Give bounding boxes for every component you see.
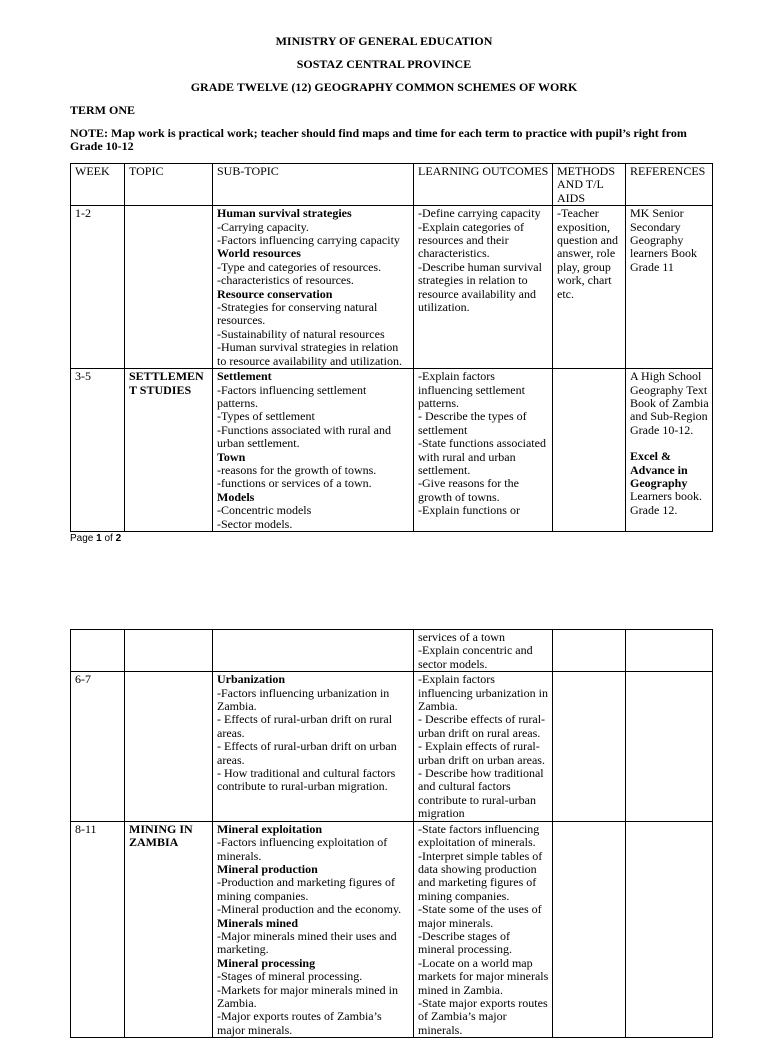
text-line: -Explain categories of resources and their characteristics. — [418, 219, 524, 261]
text-line: -Factors influencing urbanization in Zambia. — [217, 685, 390, 714]
subheading: Town — [217, 449, 246, 464]
methods-cell — [553, 630, 626, 672]
text-line: -Explain factors influencing urbanization in Zambia. — [418, 672, 548, 714]
text-line: -Factors influencing settlement patterns. — [217, 382, 367, 410]
text-line: - Describe how traditional and cultural factors contribute to rural-urban migration — [418, 766, 544, 821]
page-word: Page — [70, 533, 94, 544]
text-line: -functions or services of a town. — [217, 476, 372, 491]
subheading: Mineral processing — [217, 955, 316, 970]
total-page-number: 2 — [115, 533, 122, 544]
text-line: - Effects of rural-urban drift on urban areas. — [217, 739, 397, 767]
text-line: services of a town — [418, 630, 505, 644]
subtopic-cell — [213, 672, 414, 821]
text-line: -Sector models. — [217, 516, 293, 531]
subtopic-cell — [213, 630, 414, 672]
subheading: Human survival strategies — [217, 206, 352, 221]
subheading: Excel & Advance in Geography — [630, 449, 688, 490]
topic-cell — [125, 206, 213, 369]
note-line-1: NOTE: Map work is practical work; teacher should find maps and time for each term to practice with pupil’s right from — [70, 126, 687, 140]
subheading: Urbanization — [217, 672, 286, 687]
text-line: -State factors influencing exploitation of minerals. — [418, 821, 540, 850]
column-header-subtopic: SUB-TOPIC — [213, 164, 414, 206]
text-line: - Effects of rural-urban drift on rural areas. — [217, 712, 393, 740]
text-line: -Describe human survival strategies in relation to resource availability and utilization. — [418, 259, 542, 315]
table-row — [71, 672, 713, 821]
methods-cell — [553, 672, 626, 821]
text-line: -Interpret simple tables of data showing production and marketing figures of mining companies. — [418, 848, 543, 903]
text-line: - Describe the types of settlement — [418, 409, 527, 437]
text-line: -Stages of mineral processing. — [217, 969, 363, 984]
references-cell — [626, 369, 713, 532]
column-header-week: WEEK — [71, 164, 125, 206]
of-word: of — [104, 533, 113, 544]
column-header-topic: TOPIC — [125, 164, 213, 206]
text-line: -Major exports routes of Zambia’s major minerals. — [217, 1009, 382, 1037]
document-title: GRADE TWELVE (12) GEOGRAPHY COMMON SCHEMES OF WORK — [190, 80, 578, 94]
subheading: Models — [217, 489, 255, 504]
table-row — [71, 206, 713, 369]
week-cell: 6-7 — [71, 672, 125, 821]
references-cell — [626, 821, 713, 1038]
table-row — [71, 630, 713, 672]
week-cell: 3-5 — [71, 369, 125, 532]
table-row — [71, 821, 713, 1038]
text-line: -Factors influencing carrying capacity — [217, 233, 400, 248]
text-line: -reasons for the growth of towns. — [217, 462, 377, 477]
text-line: -Factors influencing exploitation of minerals. — [217, 835, 388, 863]
subheading: Mineral production — [217, 861, 318, 876]
page-number-footer — [70, 532, 121, 545]
text-line: -Explain concentric and sector models. — [418, 643, 533, 671]
methods-cell — [553, 206, 626, 369]
scheme-of-work-table-page-1 — [70, 163, 713, 532]
text-line: -Types of settlement — [217, 409, 315, 424]
text-line: -Locate on a world map markets for major minerals mined in Zambia. — [418, 955, 549, 997]
learning-outcomes-cell — [414, 206, 553, 369]
methods-cell — [553, 369, 626, 532]
text-line: - Describe effects of rural-urban drift on rural areas. — [418, 712, 546, 740]
topic-cell — [125, 630, 213, 672]
text-line: -Give reasons for the growth of towns. — [418, 476, 519, 504]
column-header-references: REFERENCES — [626, 164, 713, 206]
text-line: MK Senior Secondary Geography learners Book Grade 11 — [630, 206, 697, 274]
topic-cell — [125, 672, 213, 821]
term-heading: TERM ONE — [70, 103, 136, 117]
subheading: Mineral exploitation — [217, 821, 322, 836]
text-line: -Mineral production and the economy. — [217, 902, 402, 917]
text-line: -Human survival strategies in relation to resource availability and utilization. — [217, 340, 402, 368]
column-header-learning-outcomes: LEARNING OUTCOMES — [414, 164, 553, 206]
text-line: -Sustainability of natural resources — [217, 326, 385, 341]
text-line: Learners book. Grade 12. — [630, 489, 702, 517]
text-line: - How traditional and cultural factors contribute to rural-urban migration. — [217, 766, 396, 794]
text-line: -State some of the uses of major minerals. — [418, 902, 542, 930]
text-line: -Explain functions or — [418, 503, 520, 518]
week-cell: 1-2 — [71, 206, 125, 369]
scheme-of-work-table-page-2 — [70, 629, 713, 1038]
text-line: -Production and marketing figures of mining companies. — [217, 875, 395, 903]
topic-cell: SETTLEMEN T STUDIES — [125, 369, 213, 532]
learning-outcomes-cell — [414, 369, 553, 532]
ministry-title: MINISTRY OF GENERAL EDUCATION — [275, 34, 493, 48]
column-header-methods: METHODS AND T/L AIDS — [553, 164, 626, 206]
text-line: -State major exports routes of Zambia’s major minerals. — [418, 995, 548, 1037]
text-line: -Strategies for conserving natural resources. — [217, 300, 378, 328]
learning-outcomes-cell — [414, 821, 553, 1038]
references-cell — [626, 630, 713, 672]
learning-outcomes-cell — [414, 630, 553, 672]
subtopic-cell — [213, 821, 414, 1038]
subheading: Minerals mined — [217, 915, 298, 930]
text-line: - Explain effects of rural-urban drift on urban areas. — [418, 739, 545, 767]
text-line: -Concentric models — [217, 503, 312, 518]
week-cell: 8-11 — [71, 821, 125, 1038]
text-line: -Functions associated with rural and urban settlement. — [217, 422, 391, 451]
subheading: Resource conservation — [217, 286, 333, 301]
methods-cell — [553, 821, 626, 1038]
week-cell — [71, 630, 125, 672]
note-line-2: Grade 10-12 — [70, 139, 134, 153]
subheading: World resources — [217, 246, 301, 261]
text-line: -Teacher exposition, question and answer, role play, group work, chart etc. — [557, 206, 618, 301]
table-row — [71, 369, 713, 532]
text-line: -Markets for major minerals mined in Zambia. — [217, 982, 398, 1010]
province-title: SOSTAZ CENTRAL PROVINCE — [296, 57, 472, 71]
topic-cell: MINING IN ZAMBIA — [125, 821, 213, 1038]
references-cell — [626, 206, 713, 369]
text-line: -Define carrying capacity — [418, 206, 541, 221]
text-line: -characteristics of resources. — [217, 273, 354, 288]
subheading: Settlement — [217, 369, 272, 384]
references-cell — [626, 672, 713, 821]
text-line: -Major minerals mined their uses and marketing. — [217, 928, 397, 957]
text-line: -Describe stages of mineral processing. — [418, 928, 512, 957]
current-page-number: 1 — [96, 533, 102, 544]
learning-outcomes-cell — [414, 672, 553, 821]
text-line: A High School Geography Text Book of Zambia and Sub-Region Grade 10-12. — [630, 369, 709, 437]
text-line: -State functions associated with rural and urban settlement. — [418, 436, 546, 477]
text-line: -Carrying capacity. — [217, 219, 309, 234]
table-header-row — [71, 164, 713, 206]
subtopic-cell — [213, 369, 414, 532]
subtopic-cell — [213, 206, 414, 369]
text-line: -Explain factors influencing settlement patterns. — [418, 369, 525, 410]
text-line: -Type and categories of resources. — [217, 259, 382, 274]
